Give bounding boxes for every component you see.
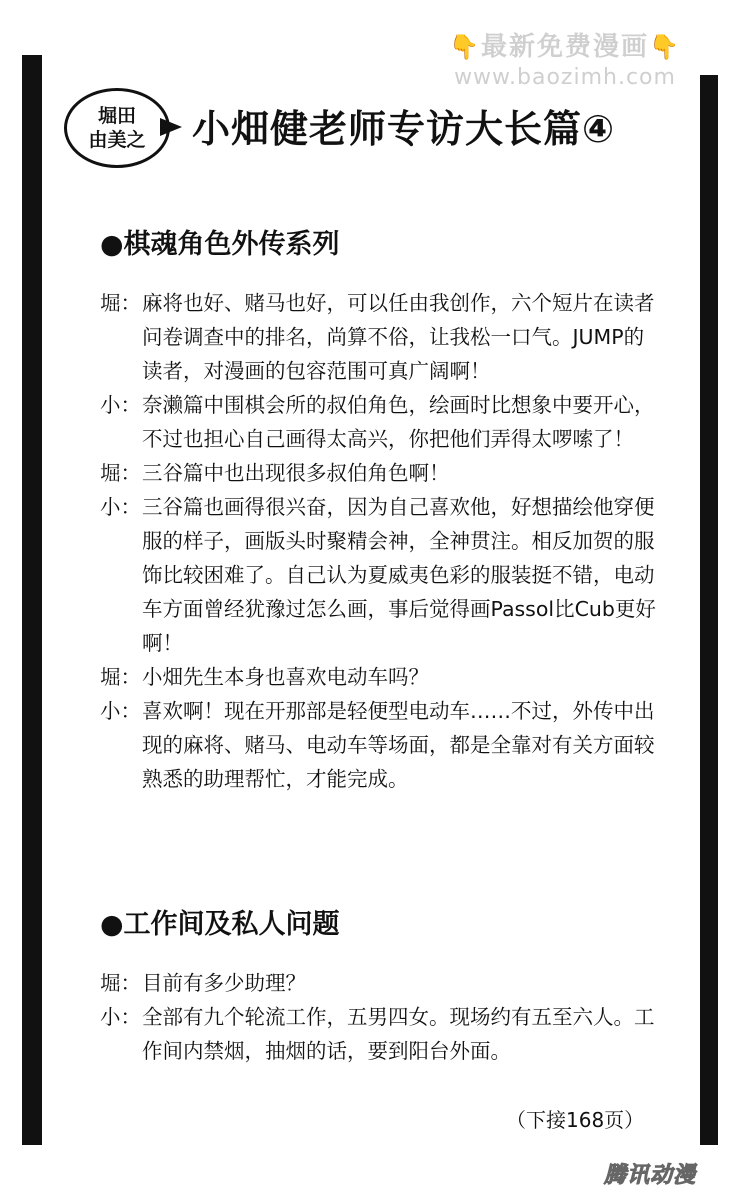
dialogue-text: 小畑先生本身也喜欢电动车吗？ [142,665,429,689]
watermark-title: 最新免费漫画 [480,32,649,62]
speaker-label: 小： [100,393,141,417]
author-badge [64,88,170,168]
dialogue-line [100,456,660,490]
watermark-url: www.baozimh.com [454,65,676,90]
dialogue-line [100,1000,660,1068]
dialogue-line [100,694,660,796]
badge-line: 由美之 [88,129,146,151]
dialogue-text: 麻将也好、赌马也好，可以任由我创作，六个短片在读者问卷调查中的排名，尚算不俗，让我松一口气。JUMP的读者，对漫画的包容范围可真广阔啊！ [142,291,655,383]
dialogue-block [100,286,660,796]
dialogue-line [100,286,660,388]
dialogue-block [100,966,660,1068]
dialogue-text: 全部有九个轮流工作，五男四女。现场约有五至六人。工作间内禁烟，抽烟的话，要到阳台外面。 [142,1005,655,1063]
speaker-label: 小： [100,699,141,723]
dialogue-text: 三谷篇中也出现很多叔伯角色啊！ [142,461,450,485]
section-heading: ●棋魂角色外传系列 [100,229,340,260]
watermark [420,26,710,104]
publisher-logo: 腾讯动漫 [604,1163,697,1188]
speaker-label: 小： [100,495,141,519]
dialogue-line [100,388,660,456]
dialogue-text: 三谷篇也画得很兴奋，因为自己喜欢他，好想描绘他穿便服的样子，画版头时聚精会神，全神贯注。相反加贺的服饰比较困难了。自己认为夏威夷色彩的服装挺不错，电动车方面曾经犹豫过怎么画，事后觉得画Passol比Cub更好啊！ [142,495,656,655]
speaker-label: 堀： [100,461,141,485]
dialogue-line [100,660,660,694]
speaker-label: 堀： [100,971,141,995]
watermark-title-row [420,26,710,63]
speaker-label: 堀： [100,665,141,689]
right-border-bar [700,75,718,1145]
left-border-bar [22,55,42,1145]
dialogue-text: 目前有多少助理？ [142,971,306,995]
page-title: 小畑健老师专访大长篇④ [192,107,616,151]
speaker-label: 堀： [100,291,141,315]
pointing-down-icon: 👇 [449,33,481,61]
dialogue-text: 喜欢啊！现在开那部是轻便型电动车……不过，外传中出现的麻将、赌马、电动车等场面，都是全靠对有关方面较熟悉的助理帮忙，才能完成。 [142,699,655,791]
speaker-label: 小： [100,1005,141,1029]
section-heading: ●工作间及私人问题 [100,909,340,940]
dialogue-line [100,966,660,1000]
badge-tail [160,118,182,136]
badge-line: 堀田 [97,105,136,127]
dialogue-text: 奈濑篇中围棋会所的叔伯角色，绘画时比想象中要开心，不过也担心自己画得太高兴，你把他们弄得太啰嗦了！ [142,393,655,451]
continuation-note: （下接168页） [506,1108,645,1132]
dialogue-line [100,490,660,660]
pointing-down-icon: 👇 [649,33,681,61]
